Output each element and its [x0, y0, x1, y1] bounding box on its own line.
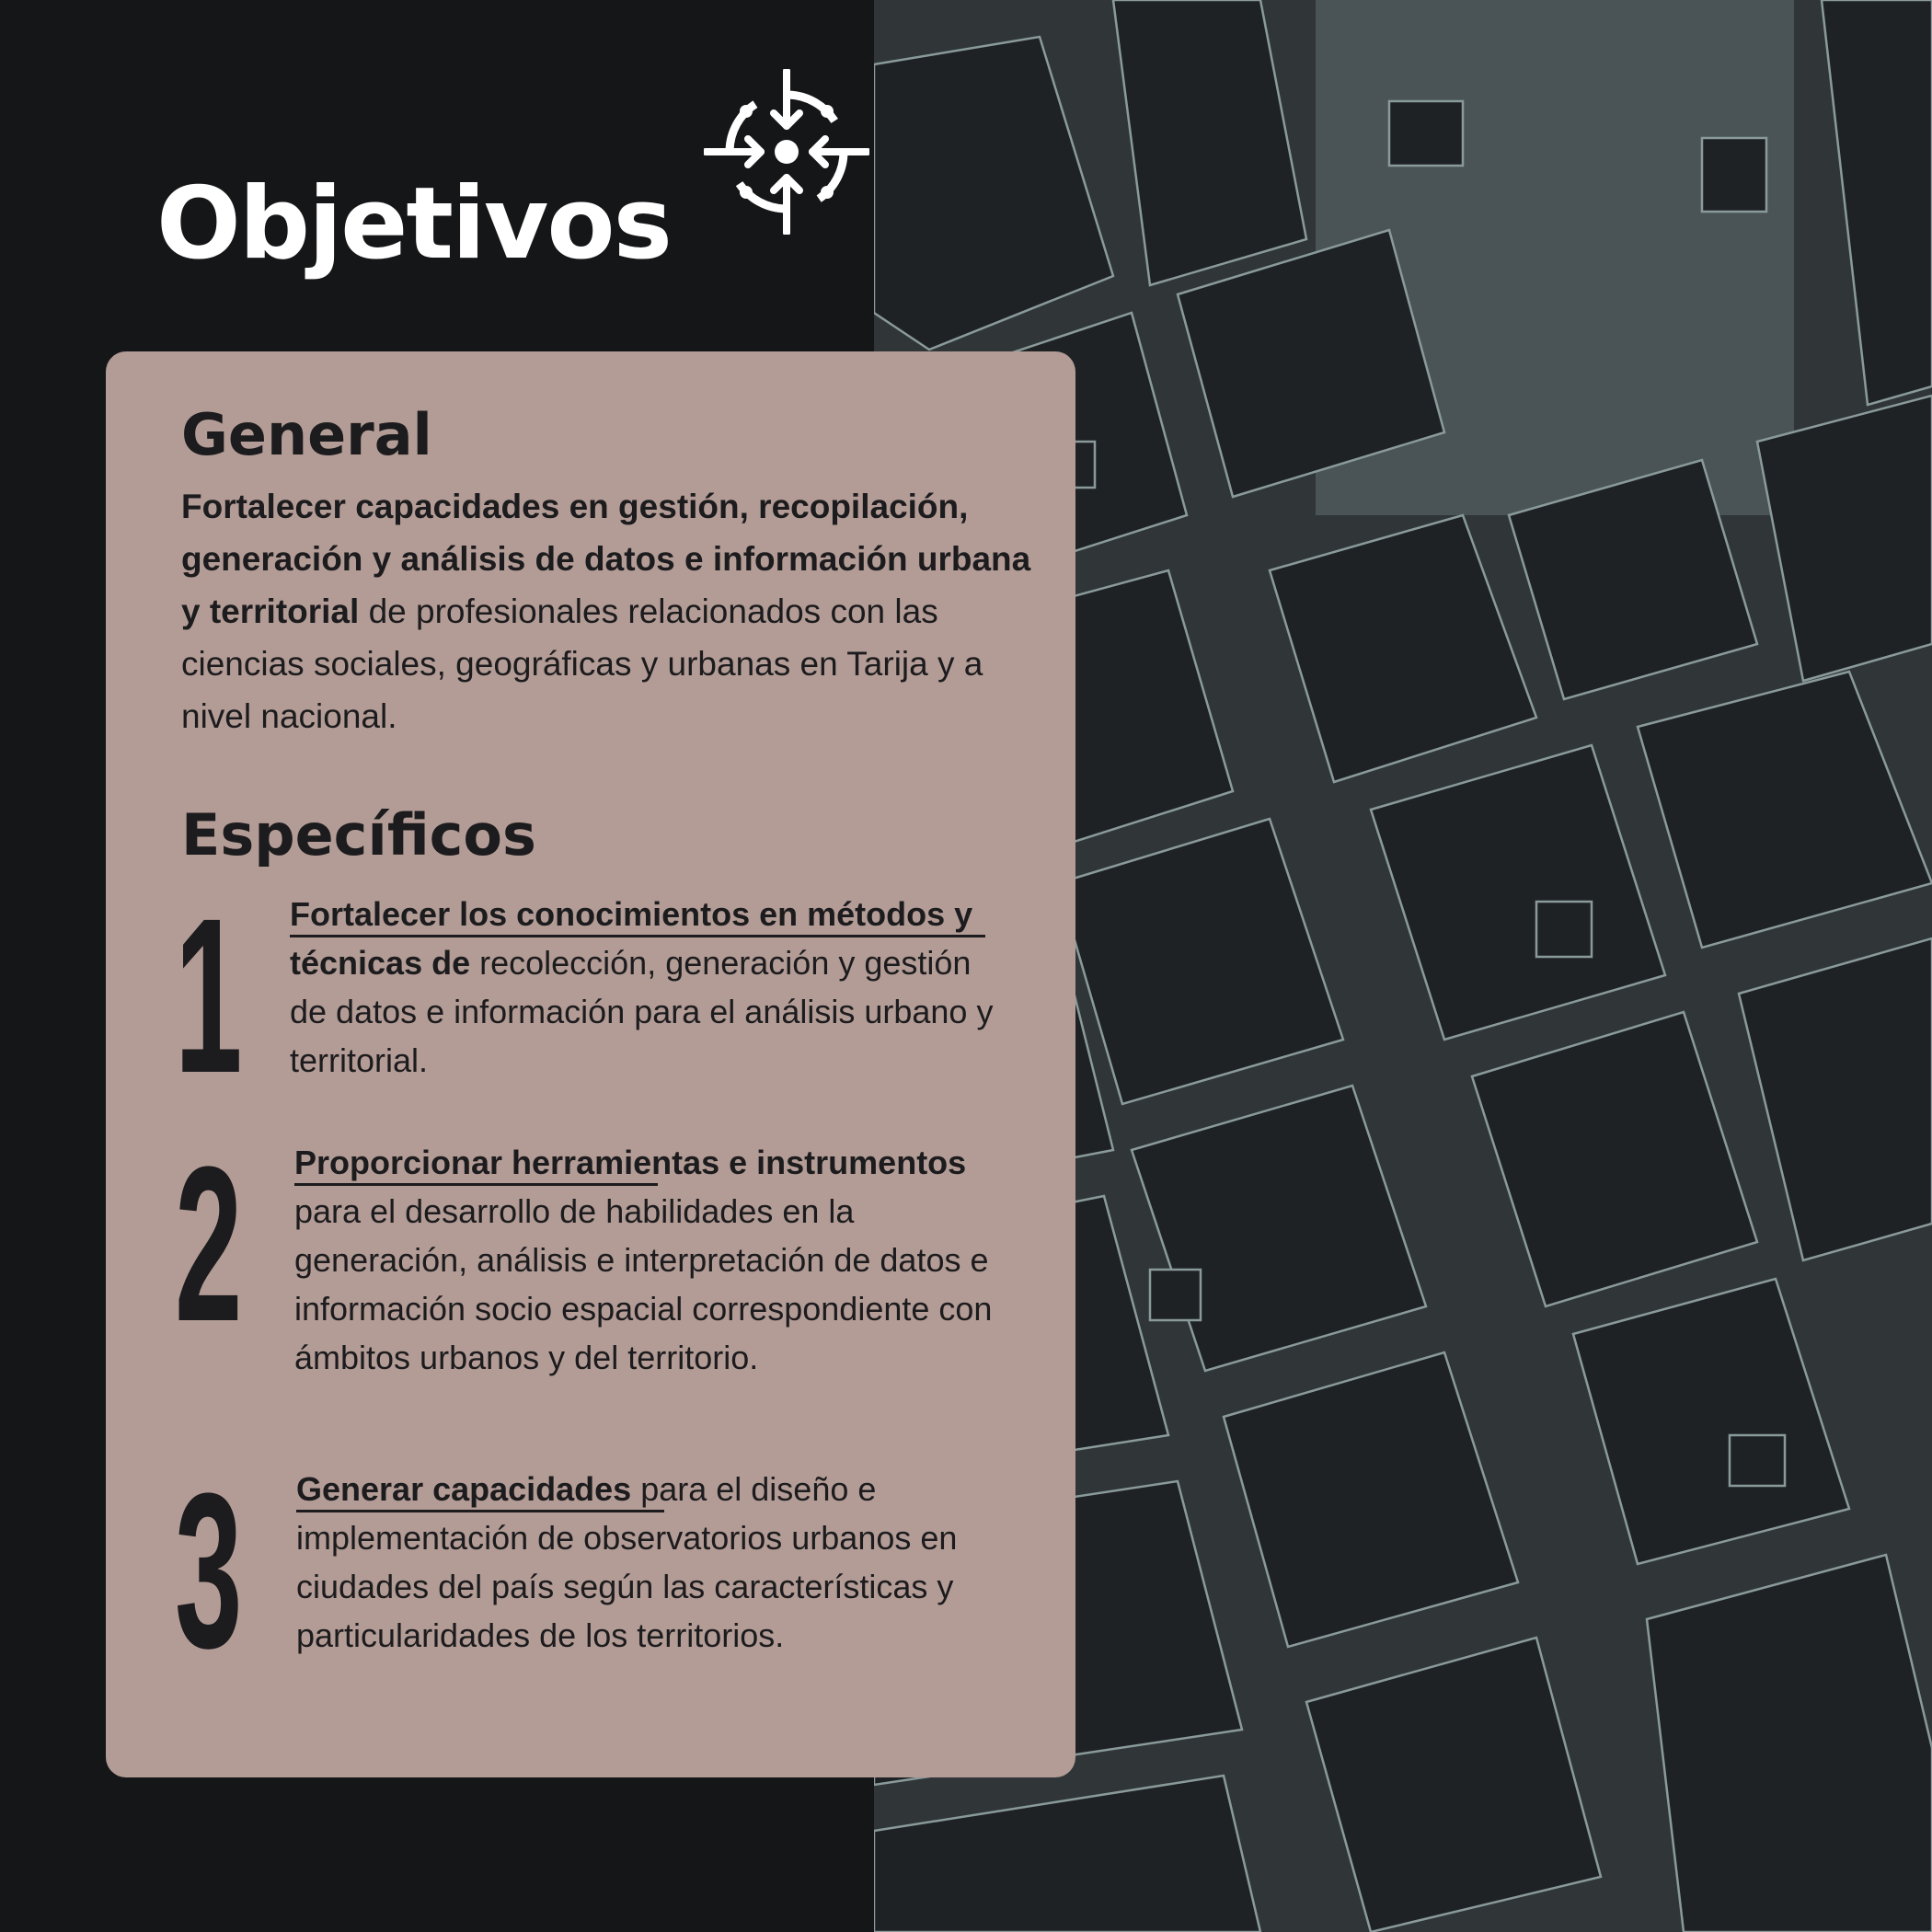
objective-text — [290, 890, 1007, 1085]
objective-number: 3 — [175, 1447, 243, 1694]
target-arrows-icon — [704, 69, 869, 235]
especificos-heading: Específicos — [181, 801, 536, 868]
objective-text — [296, 1465, 1014, 1660]
general-rest: de profesionales relacionados con las ciencias sociales, geográficas y urbanas en Tarija y a nivel nacional. — [181, 592, 983, 735]
general-heading: General — [181, 401, 432, 468]
objective-lead: Fortalecer los conocimientos en métodos y técnicas de — [290, 895, 973, 982]
objectives-card — [106, 351, 1075, 1777]
objective-underline — [296, 1510, 664, 1512]
general-paragraph — [181, 480, 1055, 742]
page-title: Objetivos — [156, 167, 671, 282]
objective-number: 2 — [175, 1121, 243, 1367]
objective-lead: Proporcionar herramientas e instrumentos — [294, 1144, 967, 1181]
objective-underline — [294, 1183, 658, 1186]
objective-rest: recolección, generación y gestión de datos e información para el análisis urbano y territorial. — [290, 944, 994, 1079]
objective-text — [294, 1138, 1012, 1382]
general-lead: Fortalecer capacidades en gestión, recopilación, generación y análisis de datos e información urbana y territorial — [181, 488, 1031, 630]
objective-number: 1 — [175, 872, 243, 1119]
objective-rest: para el desarrollo de habilidades en la generación, análisis e interpretación de datos e información socio espacial correspondiente con ámbitos urbanos y del territorio. — [294, 1192, 993, 1376]
objective-rest: para el diseño e implementación de observatorios urbanos en ciudades del país según las características y particularidades de los territorios. — [296, 1470, 958, 1654]
objective-underline — [290, 935, 985, 937]
objective-lead: Generar capacidades — [296, 1470, 632, 1508]
